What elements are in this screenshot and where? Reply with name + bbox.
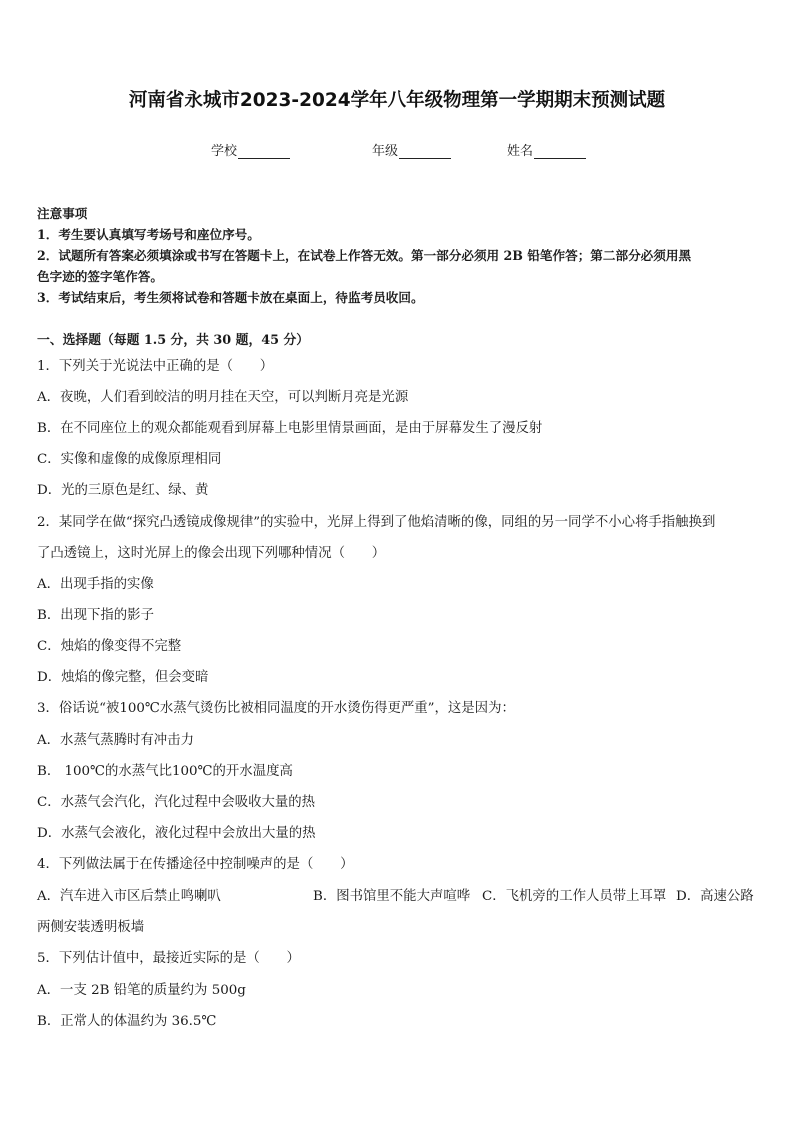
option-a: A．汽车进入市区后禁止鸣喇叭	[37, 889, 221, 904]
notes-heading: 注意事项	[37, 206, 88, 221]
option-a: A．水蒸气蒸腾时有冲击力	[37, 733, 194, 748]
option-b: B．在不同座位上的观众都能观看到屏幕上电影里情景画面，是由于屏幕发生了漫反射	[37, 421, 543, 436]
option-c: C．烛焰的像变得不完整	[37, 639, 182, 654]
school-label: 学校	[211, 144, 238, 159]
option-a: A．出现手指的实像	[37, 577, 154, 592]
school-field	[211, 140, 290, 159]
option-a: A．一支 2B 铅笔的质量约为 500g	[37, 983, 246, 998]
section-heading: 一、选择题（每题 1.5 分，共 30 题，45 分）	[37, 333, 310, 348]
option-a: A．夜晚，人们看到皎洁的明月挂在天空，可以判断月亮是光源	[37, 390, 409, 405]
grade-blank	[399, 145, 451, 159]
option-b: B．图书馆里不能大声喧哗	[313, 889, 471, 904]
student-info-row	[0, 140, 794, 160]
name-field	[507, 140, 586, 159]
option-b: B． 100℃的水蒸气比100℃的开水温度高	[37, 764, 293, 779]
page-title: 河南省永城市2023-2024学年八年级物理第一学期期末预测试题	[128, 90, 666, 111]
option-b: B．出现下指的影子	[37, 608, 154, 623]
option-c: C．实像和虚像的成像原理相同	[37, 452, 222, 467]
question-stem: 2．某同学在做“探究凸透镜成像规律”的实验中，光屏上得到了他焰清晰的像，同组的另一同学不小心将手指触换到	[37, 515, 716, 530]
name-label: 姓名	[507, 144, 534, 159]
option-d: D．烛焰的像完整，但会变暗	[37, 670, 209, 685]
school-blank	[238, 145, 290, 159]
note-item: 色字迹的签字笔作答。	[37, 269, 163, 284]
option-c: C．水蒸气会汽化，汽化过程中会吸收大量的热	[37, 795, 316, 810]
option-c: C．飞机旁的工作人员带上耳罩	[482, 889, 667, 904]
option-d-cont: 两侧安装透明板墙	[37, 920, 145, 935]
question-stem: 5．下列估计值中，最接近实际的是（ ）	[37, 951, 300, 966]
question-stem: 4．下列做法属于在传播途径中控制噪声的是（ ）	[37, 857, 354, 872]
option-b: B．正常人的体温约为 36.5℃	[37, 1014, 217, 1029]
grade-field	[372, 140, 451, 159]
question-stem-cont: 了凸透镜上，这时光屏上的像会出现下列哪种情况（ ）	[37, 546, 386, 561]
note-item: 1．考生要认真填写考场号和座位序号。	[37, 227, 260, 242]
option-d: D．高速公路	[676, 889, 754, 904]
note-item: 3．考试结束后，考生须将试卷和答题卡放在桌面上，待监考员收回。	[37, 290, 424, 305]
question-stem: 1．下列关于光说法中正确的是（ ）	[37, 359, 274, 374]
question-stem: 3．俗话说“被100℃水蒸气烫伤比被相同温度的开水烫伤得更严重”，这是因为：	[37, 701, 515, 716]
note-item: 2．试题所有答案必须填涂或书写在答题卡上，在试卷上作答无效。第一部分必须用 2B 铅笔作答；第二部分必须用黑	[37, 248, 692, 263]
option-d: D．水蒸气会液化，液化过程中会放出大量的热	[37, 826, 316, 841]
grade-label: 年级	[372, 144, 399, 159]
name-blank	[534, 145, 586, 159]
option-d: D．光的三原色是红、绿、黄	[37, 483, 209, 498]
